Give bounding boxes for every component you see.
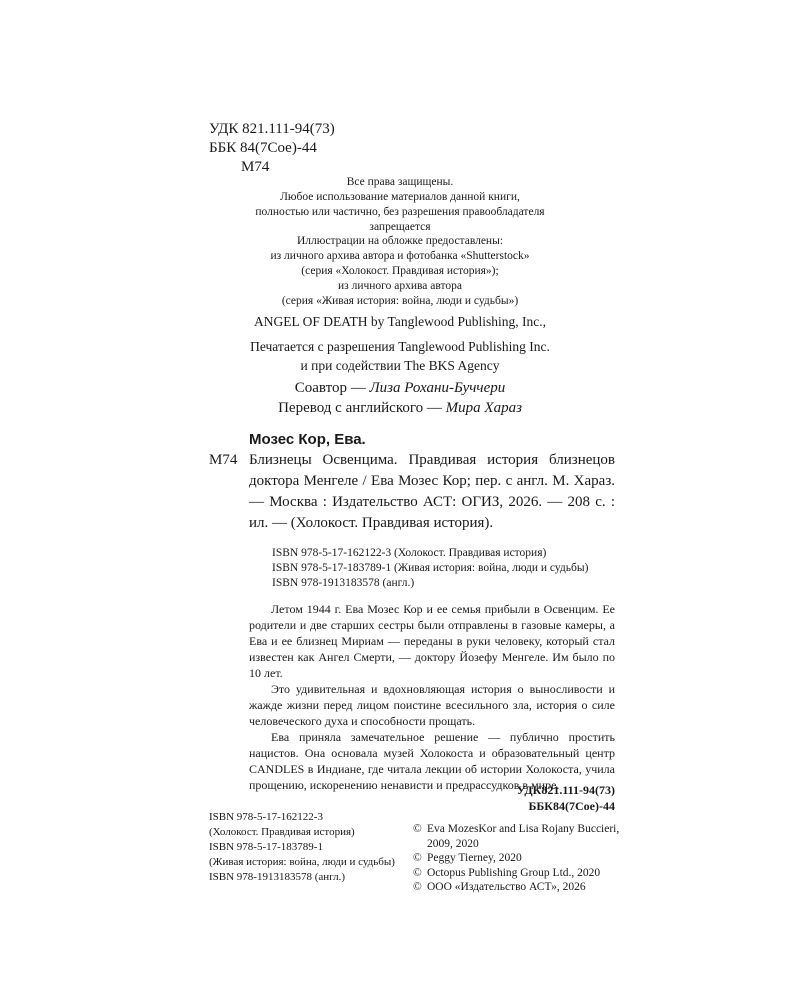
catalog-author: Мозес Кор, Ева. — [249, 431, 366, 448]
rights-line: запрещается — [369, 221, 431, 233]
copyright-holder: Eva MozesKor and Lisa Rojany Buccieri, — [427, 823, 620, 835]
original-title: ANGEL OF DEATH by Tanglewood Publishing, Inc., — [254, 314, 546, 329]
annotation — [249, 601, 615, 793]
isbn-line: ISBN 978-5-17-162122-3 — [209, 811, 323, 823]
copyright-line — [413, 851, 619, 866]
isbn-line: ISBN 978-5-17-183789-1 (Живая история: война, люди и судьбы) — [272, 562, 589, 574]
isbn-series: (Живая история: война, люди и судьбы) — [209, 856, 395, 868]
translator-name: Мира Хараз — [445, 400, 522, 416]
rights-line: Все права защищены. — [346, 176, 454, 188]
credits — [170, 378, 630, 418]
copyright-line — [413, 880, 619, 895]
permission-line: Печатается с разрешения Tanglewood Publishing Inc. — [250, 339, 550, 354]
illustrations-line: (серия «Живая история: война, люди и судьбы») — [281, 295, 519, 307]
illustrations-notice — [170, 234, 630, 309]
author-mark: М74 — [241, 159, 270, 175]
translation-label: Перевод с английского — — [278, 400, 442, 416]
copyright-years: 2009, 2020 — [427, 837, 479, 850]
copyright-holder: ООО «Издательство АСТ», 2026 — [427, 881, 586, 893]
annotation-paragraph: Это удивительная и вдохновляющая история о выносливости и жажде жизни перед лицом поистине всесильного зла, история о силе человеческого духа и способности прощать. — [249, 682, 615, 728]
isbn-line: ISBN 978-1913183578 (англ.) — [272, 577, 415, 589]
translator-line — [170, 398, 630, 418]
bbk-code: ББК 84(7Сое)-44 — [209, 140, 317, 156]
isbn-line: ISBN 978-5-17-183789-1 — [209, 841, 323, 853]
coauthor-line — [170, 378, 630, 398]
coauthor-label: Соавтор — — [294, 380, 366, 396]
copyright-symbol: © — [413, 866, 422, 879]
copyright-symbol: © — [413, 823, 422, 835]
illustrations-line: Иллюстрации на обложке предоставлены: — [296, 235, 504, 247]
copyright-holder: Peggy Tierney, 2020 — [427, 852, 522, 864]
udk-code-repeat: УДК821.111-94(73) — [516, 783, 615, 797]
illustrations-line: из личного архива автора — [338, 280, 462, 292]
illustrations-line: (серия «Холокост. Правдивая история»); — [301, 265, 499, 277]
permission-line: и при содействии The BKS Agency — [300, 358, 500, 373]
rights-line: полностью или частично, без разрешения правообладателя — [255, 206, 545, 218]
isbn-line: ISBN 978-1913183578 (англ.) — [209, 871, 346, 883]
catalog-mark: М74 — [209, 452, 238, 468]
copyright-block — [413, 822, 619, 895]
copyright-symbol: © — [413, 881, 422, 893]
isbn-line: ISBN 978-5-17-162122-3 (Холокост. Правдивая история) — [272, 547, 547, 559]
illustrations-line: из личного архива автора и фотобанка «Shutterstock» — [270, 250, 530, 262]
coauthor-name: Лиза Рохани-Буччери — [369, 380, 506, 396]
copyright-line — [413, 822, 619, 837]
copyright-symbol: © — [413, 852, 422, 864]
bottom-isbns — [209, 810, 395, 885]
rights-line: Любое использование материалов данной книги, — [280, 191, 520, 203]
bbk-code-repeat: ББК84(7Сое)-44 — [528, 799, 615, 813]
classification-codes — [517, 782, 615, 814]
isbn-series: (Холокост. Правдивая история) — [209, 826, 355, 838]
permission-notice — [170, 337, 630, 375]
annotation-paragraph: Летом 1944 г. Ева Мозес Кор и ее семья прибыли в Освенцим. Ее родители и две старших сестры были отправлены в газовые камеры, а Ева и ее близнец Мириам — переданы в руки человеку, который стал известен как Ангел Смерти, — доктору Йозефу Менгеле. Им было по 10 лет. — [249, 602, 615, 680]
catalog-isbns — [272, 546, 588, 591]
copyright-line — [413, 866, 619, 881]
udk-code: УДК 821.111-94(73) — [209, 121, 335, 137]
rights-notice — [170, 175, 630, 235]
annotation-paragraph: Ева приняла замечательное решение — публично простить нацистов. Она основала музей Холокоста и образовательный центр CANDLES в Индиане, где читала лекции об истории Холокоста, учила прощению, искоренению ненависти и предрассудков в мире. — [249, 730, 615, 792]
copyright-holder: Octopus Publishing Group Ltd., 2020 — [427, 866, 601, 879]
catalog-entry: Близнецы Освенцима. Правдивая история близнецов доктора Менгеле / Ева Мозес Кор; пер. с англ. М. Хараз. — Москва : Издательство АСТ: ОГИЗ, 2026. — 208 с. : ил. — (Холокост. Правдивая история). — [249, 452, 615, 531]
